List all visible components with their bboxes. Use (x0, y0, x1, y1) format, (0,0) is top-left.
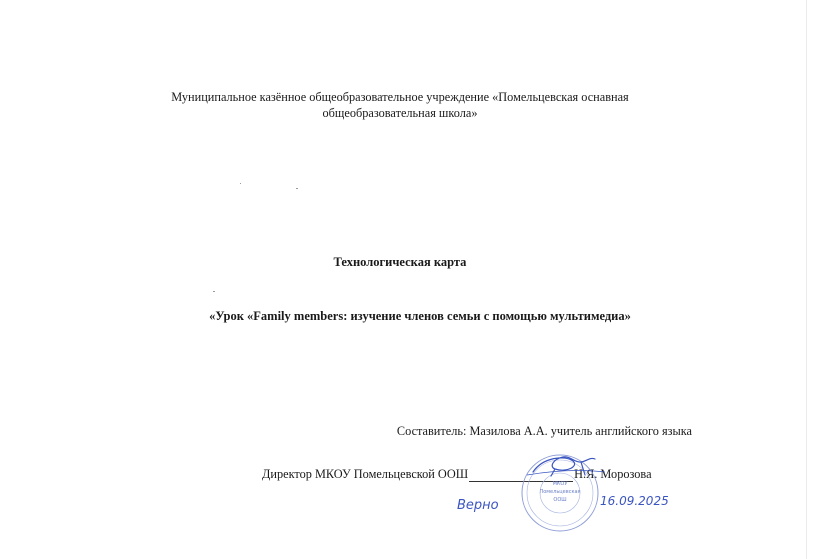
handwritten-verified-note: Верно (457, 498, 499, 513)
document-type-title: Технологическая карта (333, 255, 467, 269)
round-seal (522, 455, 598, 531)
stamp-and-signature (455, 445, 695, 545)
handwritten-date: 16.09.2025 (600, 494, 669, 508)
stamp-line: Помельцевская (539, 489, 581, 495)
organization-header: Муниципальное казённое общеобразовательное учреждение «Помельцевская оснавная общеобразовательная школа» (171, 90, 629, 120)
director-name: Н.Я. Морозова (574, 467, 652, 481)
scan-speck (240, 183, 241, 184)
page-edge (806, 0, 807, 559)
stamp-line: ООШ (553, 497, 567, 503)
author-line: Составитель: Мазилова А.А. учитель английского языка (396, 424, 692, 438)
director-title: Директор МКОУ Помельцевской ООШ (262, 467, 469, 481)
lesson-title: «Урок «Family members: изучение членов семьи с помощью мультимедиа» (209, 309, 631, 323)
scan-speck (213, 291, 215, 292)
scan-speck (296, 188, 298, 189)
stamp-line: МКОУ (552, 481, 568, 487)
